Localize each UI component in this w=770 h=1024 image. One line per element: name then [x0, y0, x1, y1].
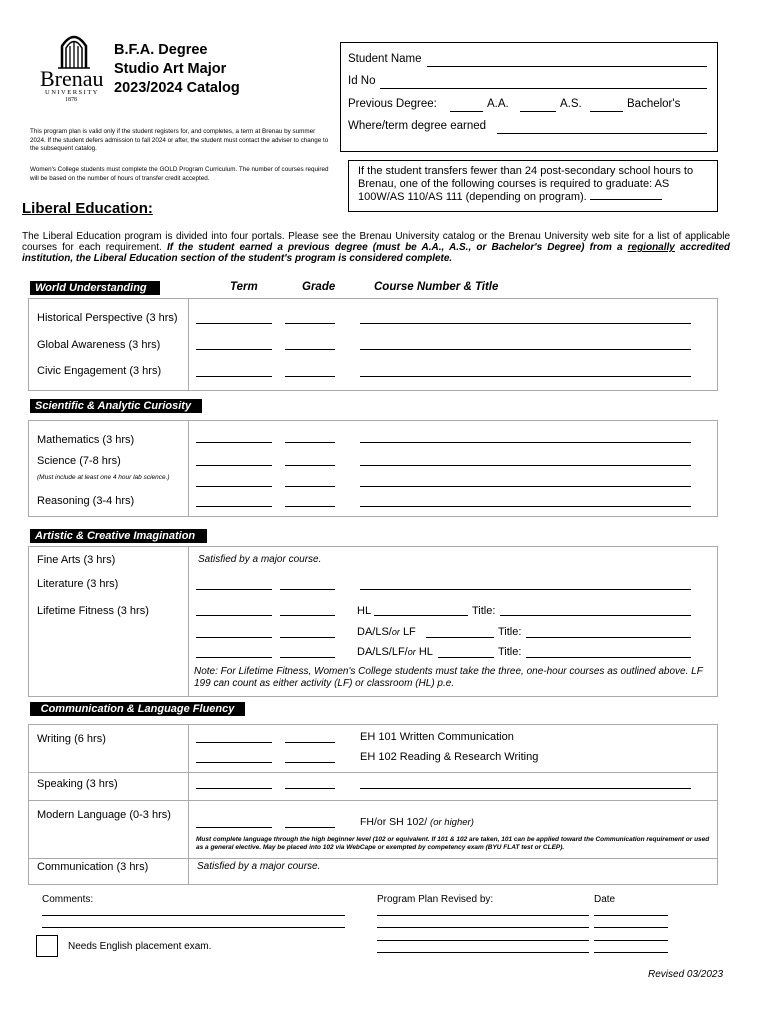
science-label: Science (7-8 hrs): [37, 455, 121, 467]
lf-course-field[interactable]: [426, 637, 494, 638]
section-world-understanding: World Understanding: [30, 281, 160, 295]
as-label: A.S.: [560, 98, 582, 110]
intro-bold: If the student earned a previous degree (must be A.A., A.S., or Bachelor's Degree) from a: [166, 242, 623, 253]
term-field[interactable]: [196, 506, 272, 507]
grade-field[interactable]: [285, 762, 335, 763]
hl2-title-label: Title:: [498, 646, 522, 658]
lf-title-label: Title:: [498, 626, 522, 638]
comments-field[interactable]: [42, 915, 345, 916]
fine-arts-satisfied: Satisfied by a major course.: [198, 554, 322, 565]
term-field[interactable]: [196, 376, 272, 377]
intro-underlined: regionally: [627, 242, 675, 253]
course-field[interactable]: [360, 465, 691, 466]
catalog-title: 2023/2024 Catalog: [114, 80, 240, 96]
term-field[interactable]: [196, 637, 272, 638]
revised-by-field[interactable]: [377, 940, 589, 941]
intro-plain: The Liberal Education program is divided into four portals. Please see the Brenau University catalog or the Brenau University web site for a list of applicable courses for each requirement.: [22, 231, 730, 253]
liberal-intro: [22, 231, 730, 264]
course-field[interactable]: [360, 486, 691, 487]
lifetime-fitness-label: Lifetime Fitness (3 hrs): [37, 605, 149, 617]
hl-title-field[interactable]: [500, 615, 691, 616]
term-field[interactable]: [196, 762, 272, 763]
aa-label: A.A.: [487, 98, 509, 110]
course-field[interactable]: [360, 376, 691, 377]
fine-arts-label: Fine Arts (3 hrs): [37, 554, 116, 566]
bachelor-field[interactable]: [590, 111, 623, 112]
english-exam-label: Needs English placement exam.: [68, 941, 212, 952]
revised-by-field[interactable]: [377, 915, 589, 916]
grade-field[interactable]: [285, 486, 335, 487]
logo-word: Brenau: [40, 66, 104, 91]
mathematics-label: Mathematics (3 hrs): [37, 434, 135, 446]
date-label: Date: [594, 894, 616, 905]
grade-field[interactable]: [285, 349, 335, 350]
civic-engagement-label: Civic Engagement (3 hrs): [37, 365, 162, 377]
lf-title-field[interactable]: [526, 637, 691, 638]
course-field[interactable]: [360, 323, 691, 324]
intro-bold-end: accredited institution, the Liberal Education section of the student's program is considered complete.: [22, 242, 731, 264]
lf-text: LF: [402, 626, 416, 638]
english-exam-checkbox[interactable]: [36, 935, 58, 957]
term-field[interactable]: [196, 442, 272, 443]
id-field[interactable]: [380, 88, 707, 89]
student-name-label: Student Name: [348, 53, 422, 65]
hl-course-field[interactable]: [374, 615, 468, 616]
eh102-label: EH 102 Reading & Research Writing: [360, 751, 539, 763]
term-field[interactable]: [196, 657, 272, 658]
writing-label: Writing (6 hrs): [37, 733, 106, 745]
date-field[interactable]: [594, 915, 668, 916]
term-field[interactable]: [196, 615, 272, 616]
grade-field[interactable]: [285, 827, 335, 828]
course-field[interactable]: [360, 442, 691, 443]
revised-by-field[interactable]: [377, 952, 589, 953]
hl-label: HL: [357, 605, 372, 617]
revised-by-label: Program Plan Revised by:: [377, 894, 494, 905]
or-text: or: [407, 647, 416, 657]
transfer-text: [358, 165, 710, 204]
term-field[interactable]: [196, 349, 272, 350]
course-field[interactable]: [360, 349, 691, 350]
or-higher-text: (or higher): [430, 817, 474, 828]
comments-field[interactable]: [42, 927, 345, 928]
term-field[interactable]: [196, 589, 272, 590]
validity-notice: This program plan is valid only if the student registers for, and completes, a term at Brenau by summer 2024. If the student defers admission to fall 2024 or after, the student must contact the adviser to change to the subsequent catalog.: [30, 128, 329, 153]
date-field[interactable]: [594, 940, 668, 941]
transfer-field[interactable]: [590, 199, 662, 200]
where-field[interactable]: [497, 133, 707, 134]
logo-university: UNIVERSITY: [45, 89, 99, 96]
grade-field[interactable]: [280, 589, 335, 590]
col-term: Term: [230, 281, 258, 293]
revised-by-field[interactable]: [377, 927, 589, 928]
term-field[interactable]: [196, 465, 272, 466]
date-field[interactable]: [594, 952, 668, 953]
section-communication: Communication & Language Fluency: [30, 702, 245, 716]
revised-date: Revised 03/2023: [648, 969, 724, 980]
term-field[interactable]: [196, 827, 272, 828]
col-course: Course Number & Title: [374, 281, 499, 293]
dals-lf-label: [357, 626, 416, 638]
grade-field[interactable]: [280, 637, 335, 638]
date-field[interactable]: [594, 927, 668, 928]
id-label: Id No: [348, 75, 376, 87]
course-field[interactable]: [360, 589, 691, 590]
student-name-field[interactable]: [427, 66, 707, 67]
term-field[interactable]: [196, 788, 272, 789]
as-field[interactable]: [520, 111, 556, 112]
course-field[interactable]: [360, 506, 691, 507]
grade-field[interactable]: [285, 376, 335, 377]
modern-language-label: Modern Language (0-3 hrs): [37, 809, 171, 821]
grade-field[interactable]: [285, 788, 335, 789]
term-field[interactable]: [196, 323, 272, 324]
grade-field[interactable]: [285, 742, 335, 743]
liberal-education-heading: Liberal Education:: [22, 200, 153, 217]
womens-college-notice: Women's College students must complete the GOLD Program Curriculum. The number of courses required will be based on the number of hours of transfer credit accepted.: [30, 166, 329, 182]
grade-field[interactable]: [285, 442, 335, 443]
grade-field[interactable]: [280, 615, 335, 616]
fh-sh-label: [360, 816, 474, 828]
transfer-text-body: If the student transfers fewer than 24 post-secondary school hours to Brenau, one of the following courses is required to graduate: AS 100W/AS 110/AS 111 (depending on program).: [358, 165, 694, 203]
logo-year: 1878: [65, 97, 77, 103]
communication-label: Communication (3 hrs): [37, 861, 149, 873]
or-text: or: [391, 627, 400, 637]
language-note: Must complete language through the high beginner level (102 or equivalent. If 101 & 102 are taken, 101 can be applied toward the Communication requirement or used as a general elective. May be placed into 102 via WebCape or exempted by competency exam (BYU FLAT test or CLEP).: [196, 836, 710, 851]
speaking-label: Speaking (3 hrs): [37, 778, 118, 790]
term-field[interactable]: [196, 742, 272, 743]
comments-label: Comments:: [42, 894, 94, 905]
grade-field[interactable]: [285, 506, 335, 507]
section-artistic: Artistic & Creative Imagination: [30, 529, 207, 543]
grade-field[interactable]: [285, 465, 335, 466]
course-field[interactable]: [360, 788, 691, 789]
section-scientific: Scientific & Analytic Curiosity: [30, 399, 202, 413]
where-label: Where/term degree earned: [348, 120, 487, 132]
grade-field[interactable]: [280, 657, 335, 658]
hl2-title-field[interactable]: [526, 657, 691, 658]
col-grade: Grade: [302, 281, 336, 293]
hl-title-label: Title:: [472, 605, 496, 617]
historical-perspective-label: Historical Perspective (3 hrs): [37, 312, 178, 324]
dals-text: DA/LS/: [357, 626, 392, 638]
dalslf-hl-label: [357, 646, 433, 658]
fh-text: FH/or SH 102/: [360, 816, 428, 828]
eh101-label: EH 101 Written Communication: [360, 731, 514, 743]
dalslf-text: DA/LS/LF/: [357, 646, 408, 658]
degree-title: B.F.A. Degree: [114, 42, 208, 58]
lab-science-note: (Must include at least one 4 hour lab science.): [37, 474, 170, 481]
previous-degree-label: Previous Degree:: [348, 98, 437, 110]
major-title: Studio Art Major: [114, 61, 227, 77]
fitness-note: Note: For Lifetime Fitness, Women's College students must take the three, one-hour courses as outlined above. LF 199 can count as either activity (LF) or classroom (HL) p.e.: [194, 666, 703, 689]
communication-satisfied: Satisfied by a major course.: [197, 861, 321, 872]
term-field[interactable]: [196, 486, 272, 487]
bachelor-label: Bachelor's: [627, 98, 681, 110]
grade-field[interactable]: [285, 323, 335, 324]
literature-label: Literature (3 hrs): [37, 578, 119, 590]
hl2-text: HL: [418, 646, 433, 658]
aa-field[interactable]: [450, 111, 483, 112]
hl2-course-field[interactable]: [438, 657, 494, 658]
global-awareness-label: Global Awareness (3 hrs): [37, 339, 161, 351]
reasoning-label: Reasoning (3-4 hrs): [37, 495, 135, 507]
